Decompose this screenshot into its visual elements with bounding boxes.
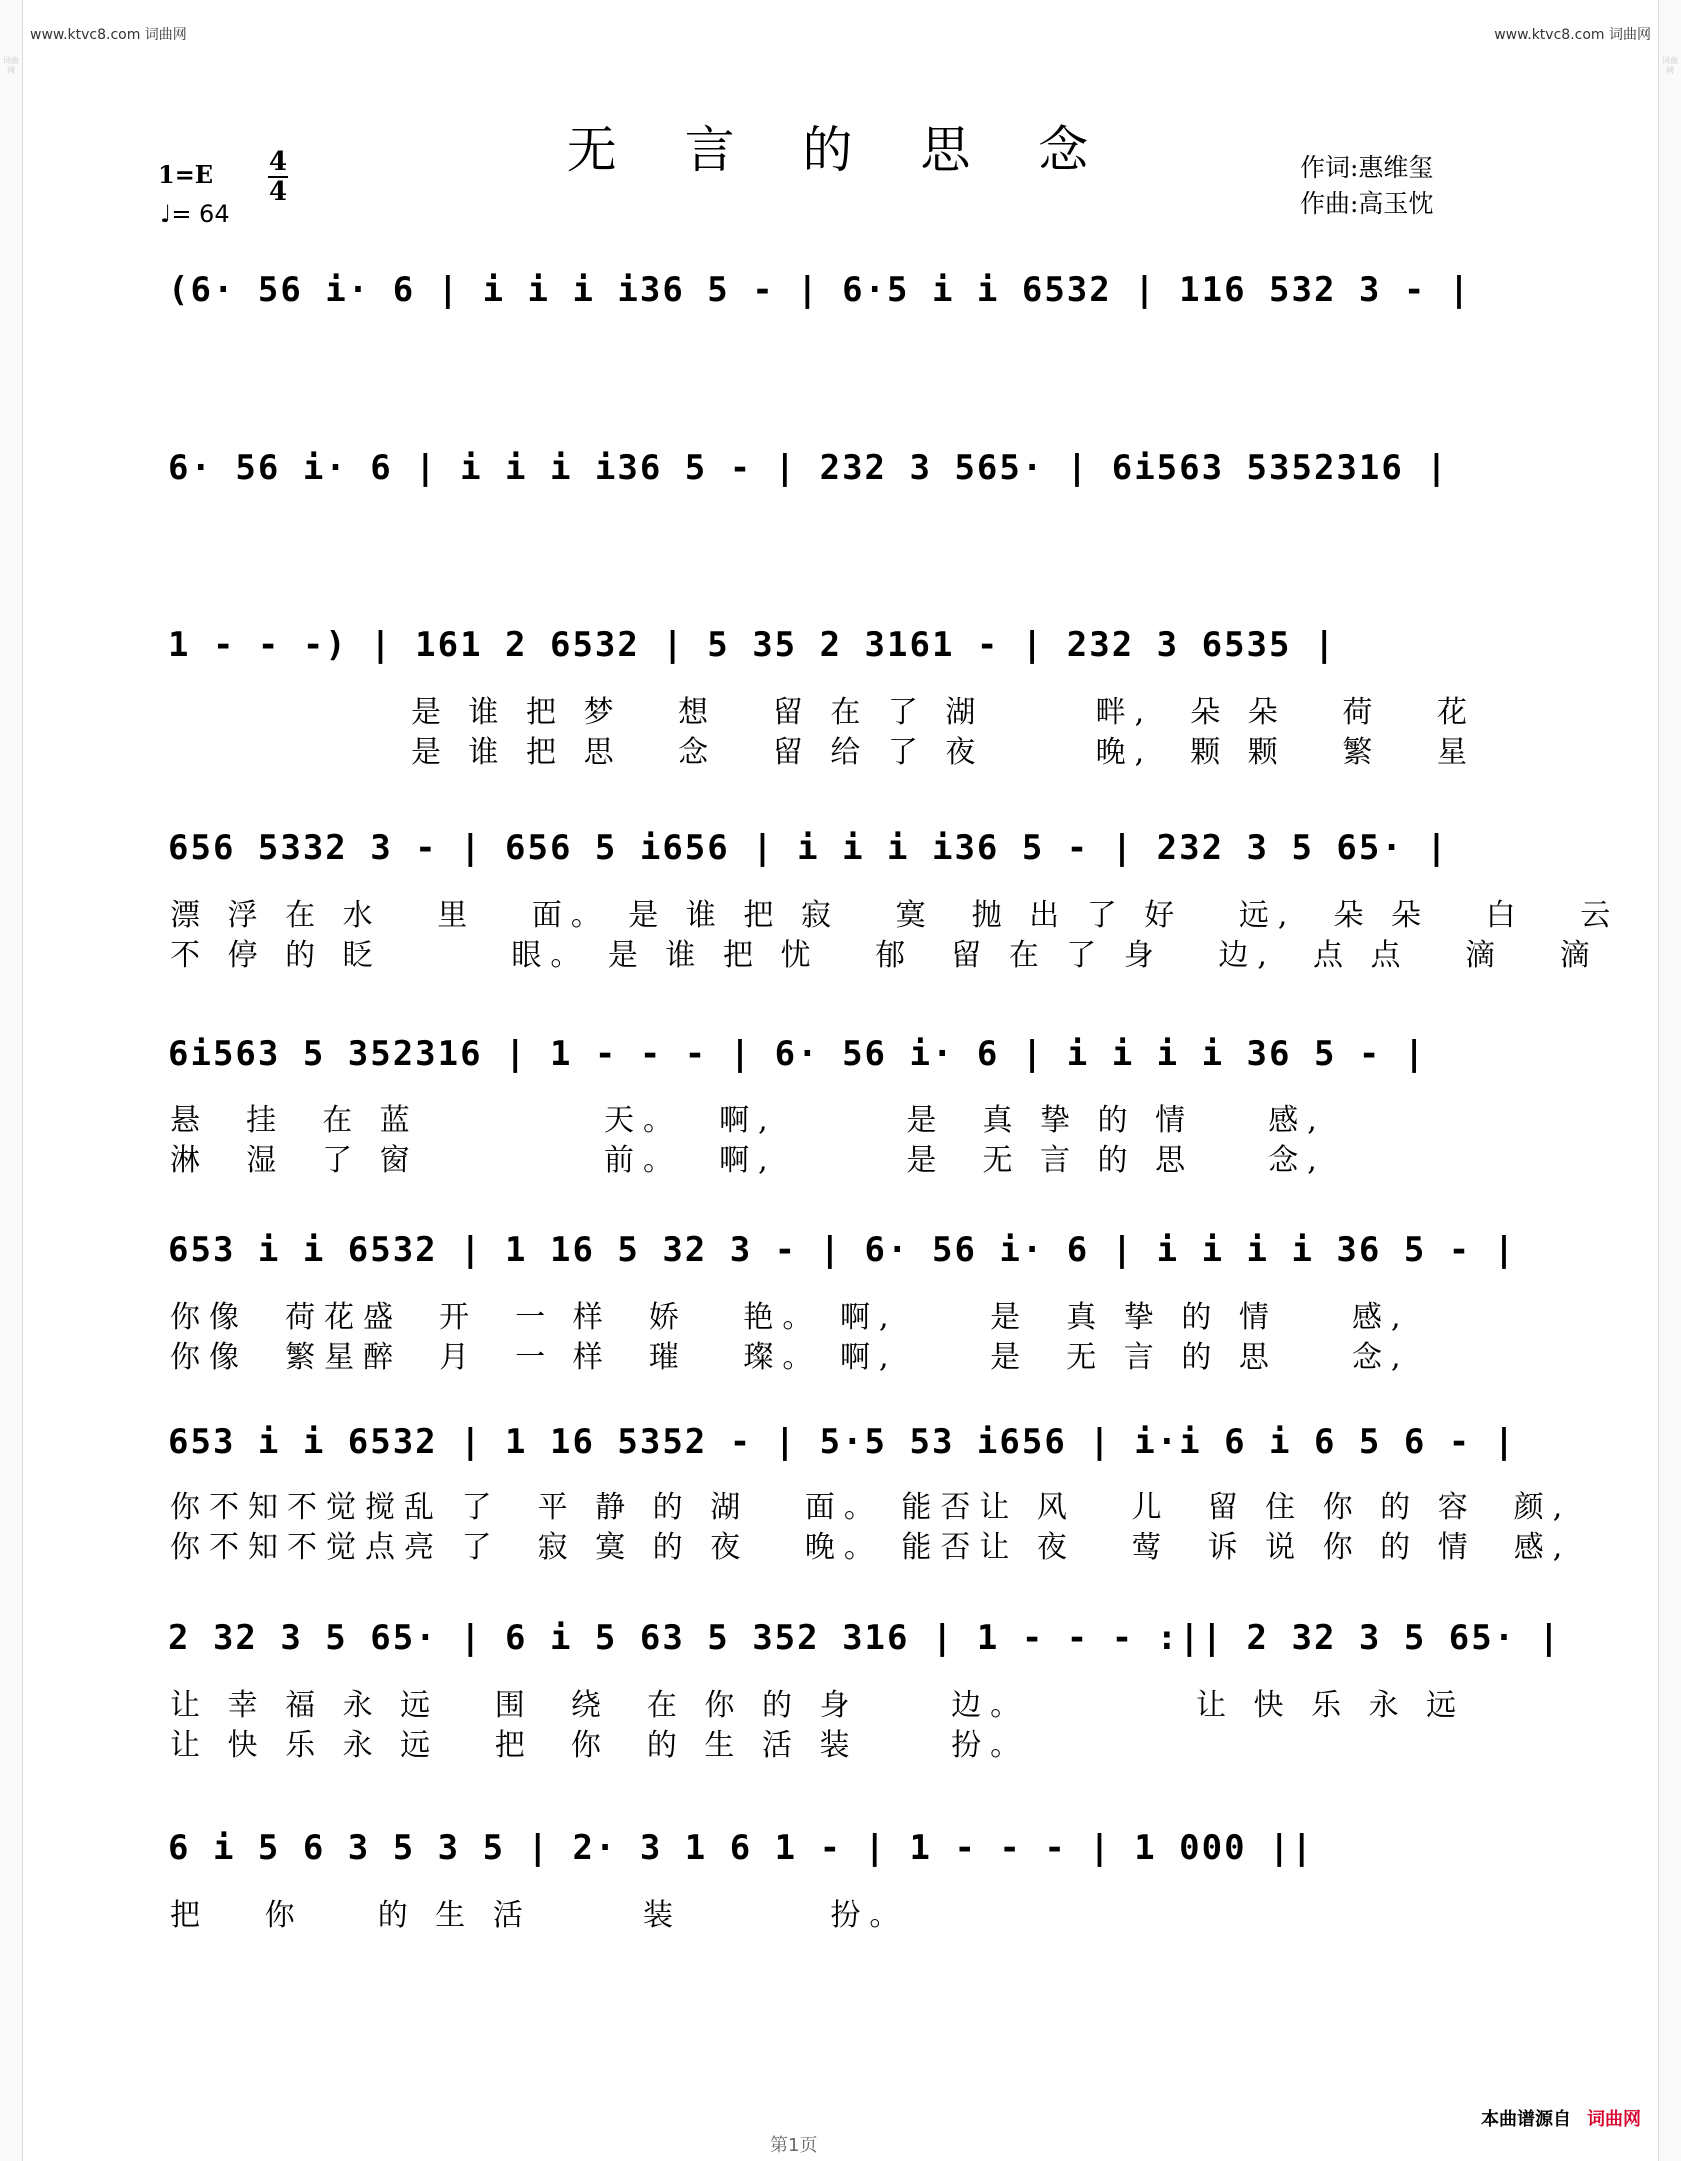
footer-site[interactable]: 词曲网 <box>1587 2109 1641 2130</box>
key-signature: 1=E <box>158 160 214 189</box>
right-margin-watermark: 词曲网 <box>1658 0 1681 2161</box>
lyric-line-3a: 是 谁 把 梦 想 留 在 了 湖 畔, 朵 朵 荷 花 <box>170 695 1476 730</box>
notation-line-1: (6· 56 i· 6 | i i i i36 5 - | 6·5 i i 6532 | 116 532 3 - | <box>168 270 1472 310</box>
composer-credit: 作曲:高玉忱 <box>1300 189 1434 218</box>
time-top: 4 <box>268 147 288 177</box>
tempo-marking: ♩= 64 <box>160 200 230 228</box>
lyric-line-9: 把 你 的 生 活 装 扮。 <box>170 1898 909 1933</box>
notation-line-3: 1 - - -) | 161 2 6532 | 5 35 2 3161 - | 232 3 6535 | <box>168 625 1337 665</box>
notation-line-4: 656 5332 3 - | 656 5 i656 | i i i i36 5 - | 232 3 5 65· | <box>168 828 1449 868</box>
lyric-line-5b: 淋 湿 了 窗 前。 啊, 是 无 言 的 思 念, <box>170 1143 1326 1178</box>
lyric-line-7a: 你不知不觉搅乱 了 平 静 的 湖 面。 能否让 风 儿 留 住 你 的 容 颜, <box>170 1490 1572 1525</box>
lyricist-credit: 作词:惠维玺 <box>1300 153 1434 182</box>
lyric-line-4b: 不 停 的 眨 眼。 是 谁 把 忧 郁 留 在 了 身 边, 点 点 滴 滴 <box>170 938 1599 973</box>
lyric-line-6a: 你像 荷花盛 开 一 样 娇 艳。 啊, 是 真 挚 的 情 感, <box>170 1300 1410 1335</box>
lyric-line-8b: 让 快 乐 永 远 把 你 的 生 活 装 扮。 <box>170 1728 1030 1763</box>
lyric-line-4a: 漂 浮 在 水 里 面。 是 谁 把 寂 寞 抛 出 了 好 远, 朵 朵 白 云 <box>170 898 1620 933</box>
notation-line-7: 653 i i 6532 | 1 16 5352 - | 5·5 53 i656 | i·i 6 i 6 5 6 - | <box>168 1422 1517 1462</box>
page-number: 第1页 <box>770 2135 818 2156</box>
lyric-line-3b: 是 谁 把 思 念 留 给 了 夜 晚, 颗 颗 繁 星 <box>170 735 1476 770</box>
time-signature <box>268 148 288 206</box>
footer-source: 本曲谱源自 <box>1481 2109 1571 2130</box>
left-margin-watermark: 词曲网 <box>0 0 23 2161</box>
lyric-line-8a: 让 幸 福 永 远 围 绕 在 你 的 身 边。 让 快 乐 永 远 <box>170 1688 1466 1723</box>
notation-line-8: 2 32 3 5 65· | 6 i 5 63 5 352 316 | 1 - - - :|| 2 32 3 5 65· | <box>168 1618 1562 1658</box>
notation-line-6: 653 i i 6532 | 1 16 5 32 3 - | 6· 56 i· 6 | i i i i 36 5 - | <box>168 1230 1517 1270</box>
song-title: 无 言 的 思 念 <box>566 121 1115 179</box>
notation-line-5: 6i563 5 352316 | 1 - - - | 6· 56 i· 6 | i i i i 36 5 - | <box>168 1034 1427 1074</box>
lyric-line-7b: 你不知不觉点亮 了 寂 寞 的 夜 晚。 能否让 夜 莺 诉 说 你 的 情 感, <box>170 1530 1572 1565</box>
header-left-link[interactable]: www.ktvc8.com 词曲网 <box>30 27 187 43</box>
lyric-line-5a: 悬 挂 在 蓝 天。 啊, 是 真 挚 的 情 感, <box>170 1103 1326 1138</box>
lyric-line-6b: 你像 繁星醉 月 一 样 璀 璨。 啊, 是 无 言 的 思 念, <box>170 1340 1410 1375</box>
header-right-link[interactable]: www.ktvc8.com 词曲网 <box>1494 27 1651 43</box>
time-bottom: 4 <box>268 177 288 207</box>
notation-line-2: 6· 56 i· 6 | i i i i36 5 - | 232 3 565· | 6i563 5352316 | <box>168 448 1449 488</box>
notation-line-9: 6 i 5 6 3 5 3 5 | 2· 3 1 6 1 - | 1 - - - | 1 000 || <box>168 1828 1314 1868</box>
